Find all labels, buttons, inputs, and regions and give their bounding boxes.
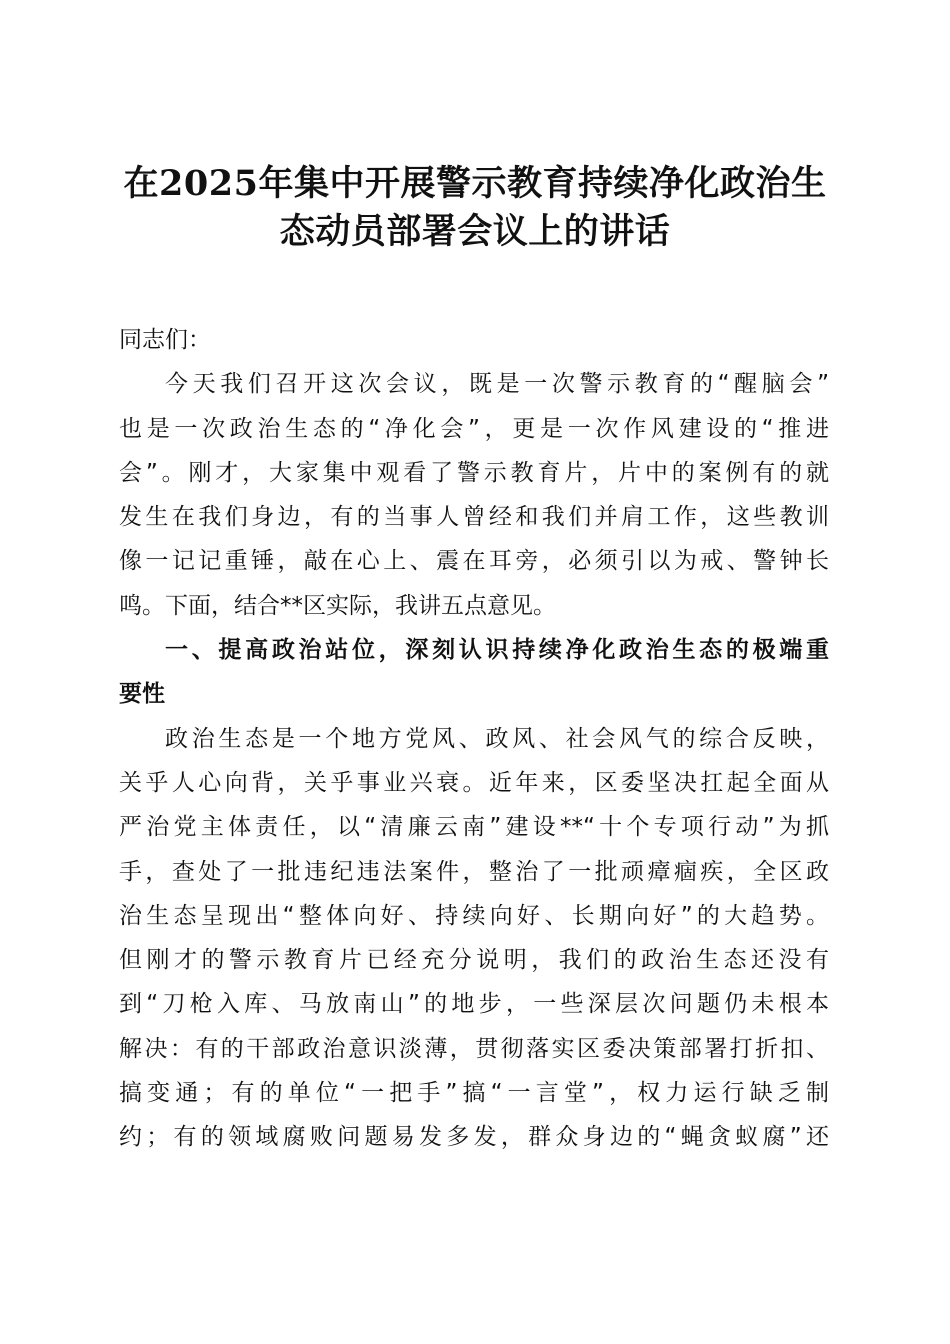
title-line: 在2025年集中开展警示教育持续净化政治生 — [123, 163, 827, 204]
paragraph-line: 政治生态是一个地方党风、政风、社会风气的综合反映， — [165, 725, 829, 752]
paragraph-line: 今天我们召开这次会议，既是一次警示教育的“醒脑会” — [165, 371, 829, 398]
paragraph-line: 严治党主体责任，以“清廉云南”建设**“十个专项行动”为抓 — [119, 814, 829, 841]
document-body — [119, 318, 829, 1160]
section-heading-line: 一、提高政治站位，深刻认识持续净化政治生态的极端重 — [165, 637, 829, 664]
section-heading-line: 要性 — [119, 681, 165, 708]
paragraph-line: 但刚才的警示教育片已经充分说明，我们的政治生态还没有 — [119, 947, 829, 974]
paragraph-line: 发生在我们身边，有的当事人曾经和我们并肩工作，这些教训 — [119, 504, 829, 531]
paragraph-line: 到“刀枪入库、马放南山”的地步，一些深层次问题仍未根本 — [119, 991, 829, 1018]
paragraph-line: 约；有的领域腐败问题易发多发，群众身边的“蝇贪蚁腐”还 — [119, 1124, 829, 1151]
paragraph-line: 治生态呈现出“整体向好、持续向好、长期向好”的大趋势。 — [119, 902, 829, 929]
paragraph-line: 会”。刚才，大家集中观看了警示教育片，片中的案例有的就 — [119, 459, 829, 486]
salutation: 同志们： — [119, 327, 211, 353]
paragraph-line: 搞变通；有的单位“一把手”搞“一言堂”，权力运行缺乏制 — [119, 1080, 829, 1107]
paragraph-line: 解决：有的干部政治意识淡薄，贯彻落实区委决策部署打折扣、 — [119, 1035, 829, 1062]
paragraph-line: 手，查处了一批违纪违法案件，整治了一批顽瘴痼疾，全区政 — [119, 858, 829, 885]
paragraph-line: 也是一次政治生态的“净化会”，更是一次作风建设的“推进 — [119, 415, 829, 442]
paragraph-line: 像一记记重锤，敲在心上、震在耳旁，必须引以为戒、警钟长 — [119, 548, 829, 575]
paragraph-line: 关乎人心向背，关乎事业兴衰。近年来，区委坚决扛起全面从 — [119, 769, 829, 796]
document-title — [100, 160, 850, 256]
title-line: 态动员部署会议上的讲话 — [279, 211, 671, 252]
paragraph-line: 鸣。下面，结合**区实际，我讲五点意见。 — [119, 592, 556, 619]
